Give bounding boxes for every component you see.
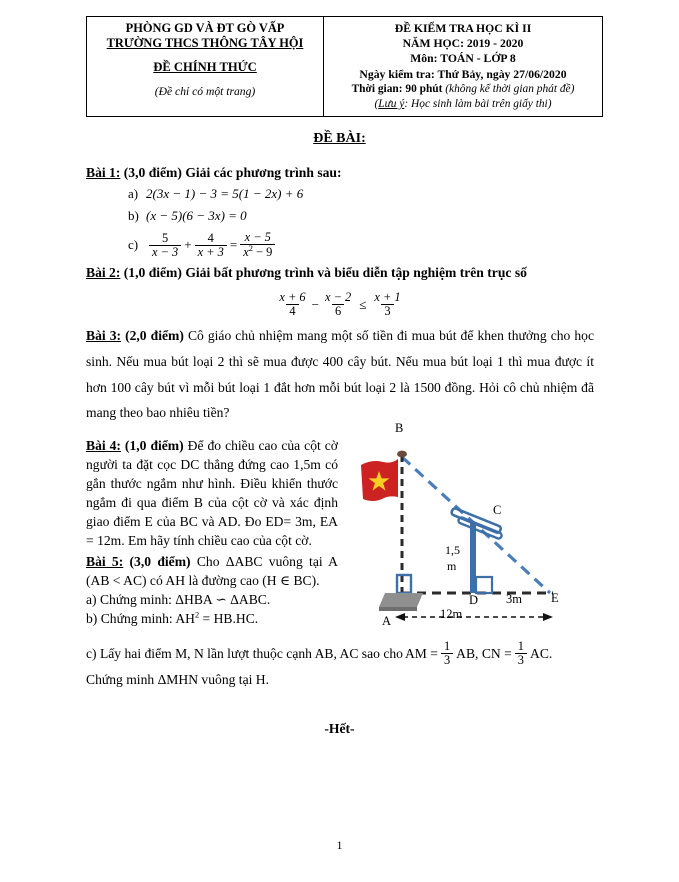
student-note-label: Lưu ý [378, 97, 405, 110]
question-5-intro [86, 552, 338, 590]
figure-label-E: E [551, 591, 559, 605]
part-b-prefix: b) Chứng minh: AH [86, 611, 195, 627]
single-page-note: (Đề chỉ có một trang) [154, 85, 256, 99]
fraction-denominator: x − 3 [149, 245, 181, 259]
school-year: NĂM HỌC: 2019 - 2020 [402, 37, 524, 51]
exam-date-value: Thứ Bảy, ngày 27/06/2020 [437, 67, 567, 81]
fraction-one-third-ab [441, 640, 453, 667]
school-name: TRƯỜNG THCS THÔNG TÂY HỘI [106, 36, 304, 51]
question-4 [86, 436, 338, 628]
part-c-conclusion: Chứng minh ΔMHN vuông tại H. [86, 672, 270, 688]
fraction-numerator: 1 [517, 639, 524, 653]
figure-label-height-unit: m [447, 559, 457, 573]
fraction-numerator: 1 [443, 639, 451, 653]
fraction-denominator: 3 [441, 653, 453, 667]
question-2-label: Bài 2: [86, 265, 121, 280]
question-1-equations [128, 185, 506, 259]
arrow-right-icon [543, 613, 553, 621]
question-2-inequality [86, 291, 594, 318]
flagpole-measurement-diagram [345, 421, 590, 635]
fraction-denominator: 6 [332, 304, 344, 318]
official-exam-label: ĐỀ CHÍNH THỨC [153, 60, 257, 75]
part-c-statement [86, 640, 594, 667]
student-note: (Lưu ý: Học sinh làm bài trên giấy thi) [374, 97, 552, 110]
fraction-numerator: x + 6 [279, 290, 306, 305]
equation-b-label: b) [128, 207, 139, 223]
fraction-numerator: 4 [207, 230, 214, 245]
fraction-one-third-ac [515, 640, 527, 667]
equation-b [128, 207, 506, 225]
denominator-variable: x [243, 245, 249, 260]
fraction-x-plus-6-over-4 [276, 291, 308, 318]
right-angle-marker-d [476, 577, 492, 593]
equation-c [128, 231, 506, 259]
question-1 [86, 163, 506, 259]
fraction-numerator: x − 2 [324, 290, 352, 305]
part-c-am: AM = [404, 645, 438, 661]
equation-a-label: a) [128, 186, 139, 202]
question-5-part-b [86, 609, 338, 628]
equation-a-body: 2(3x − 1) − 3 = 5(1 − 2x) + 6 [146, 186, 304, 202]
question-4-label: Bài 4: [86, 438, 121, 453]
exam-duration [326, 82, 600, 97]
arrow-left-icon [395, 613, 405, 621]
fraction-x-minus-5-over-x-squared-minus-9 [240, 231, 275, 259]
exam-date [326, 67, 600, 82]
fraction-x-minus-2-over-6 [322, 291, 354, 318]
fraction-x-plus-1-over-3 [371, 291, 403, 318]
fraction-denominator: x + 3 [195, 245, 227, 259]
figure-label-12m: 12m [440, 607, 463, 621]
plus-operator: + [184, 237, 192, 253]
equals-operator: = [229, 237, 238, 253]
duration-label: Thời gian: [351, 82, 406, 95]
header-left-cell [87, 17, 324, 117]
fraction-denominator: 4 [286, 304, 298, 318]
question-1-label: Bài 1: [86, 165, 121, 180]
exam-date-label: Ngày kiểm tra: [359, 67, 438, 81]
question-2-prompt: Giải bất phương trình và biểu diễn tập nghiệm trên trục số [185, 265, 527, 280]
part-c-prefix: c) Lấy hai điểm M, N lần lượt thuộc cạnh AB, AC sao cho [86, 645, 403, 661]
equation-b-body: (x − 5)(6 − 3x) = 0 [146, 207, 247, 223]
fraction-numerator: 5 [162, 230, 169, 245]
part-c-ab: AB, CN = [456, 645, 512, 661]
denominator-exponent: 2 [248, 244, 253, 254]
question-3-points: (2,0 điểm) [121, 328, 188, 343]
figure-label-A: A [382, 614, 392, 628]
question-1-points: (3,0 điểm) [120, 165, 186, 180]
part-b-exponent: 2 [194, 610, 200, 620]
fraction-numerator: x − 5 [244, 230, 271, 245]
end-mark: -Hết- [324, 721, 355, 736]
flagpole-base-shadow [379, 607, 417, 611]
part-b-suffix: = HB.HC. [199, 611, 259, 627]
figure-label-C: C [493, 503, 502, 517]
figure-label-3m: 3m [506, 592, 522, 606]
fraction-denominator: 3 [381, 304, 393, 318]
exam-header-table [86, 16, 603, 117]
question-5-part-c [86, 640, 594, 692]
exam-title: ĐỀ KIỂM TRA HỌC KÌ II [394, 22, 532, 35]
fraction-denominator [240, 244, 275, 259]
question-2-heading [86, 263, 594, 282]
minus-operator: − [311, 296, 319, 312]
less-than-or-equal-operator: ≤ [359, 296, 367, 312]
fraction-denominator: 3 [515, 653, 527, 667]
pole-tip-icon [397, 451, 407, 458]
question-5-intro-text: Cho ΔABC vuông tại A (AB < AC) có AH là đường cao (H ∈ BC). [86, 554, 338, 589]
equation-a [128, 185, 506, 203]
question-1-prompt: Giải các phương trình sau: [185, 165, 342, 180]
question-2 [86, 263, 594, 318]
question-3 [86, 323, 594, 426]
fraction-numerator: x + 1 [374, 290, 401, 305]
denominator-rest: − 9 [252, 245, 273, 260]
part-c-ac: AC. [530, 645, 553, 661]
department-name: PHÒNG GD VÀ ĐT GÒ VẤP [125, 21, 285, 35]
right-angle-marker-a [397, 575, 411, 593]
question-5-label: Bài 5: [86, 554, 124, 570]
page-title: ĐỀ BÀI: [313, 131, 366, 146]
duration-value: 90 phút [405, 82, 446, 95]
fraction-5-over-x-minus-3 [149, 232, 181, 259]
equation-c-label: c) [128, 237, 139, 253]
question-4-points: (1,0 điểm) [120, 438, 188, 453]
question-5-points: (3,0 điểm) [123, 554, 197, 570]
page-number: 1 [336, 838, 343, 852]
header-right-cell [324, 17, 603, 117]
question-5-part-a: a) Chứng minh: ΔHBA ∽ ΔABC. [86, 592, 271, 608]
flagpole-base-stand [379, 593, 423, 607]
question-3-text: Cô giáo chủ nhiệm mang một số tiền đi mua bút để khen thưởng cho học sinh. Nếu mua bút loại 2 thì sẽ mua được 400 cây bút. Nếu mua bút loại 1 thì mua được ít hơn 100 cây bút vì mỗi bút loại 1 đắt hơn mỗi bút loại 2 là 1500 đồng. Hỏi cô chủ nhiệm đã mang theo bao nhiêu tiền? [86, 328, 595, 421]
question-2-points: (1,0 điểm) [120, 265, 186, 280]
question-3-label: Bài 3: [86, 328, 122, 343]
subject-grade: Môn: TOÁN - LỚP 8 [410, 52, 516, 66]
figure-label-height-value: 1,5 [445, 543, 460, 557]
fraction-4-over-x-plus-3 [195, 232, 227, 259]
question-4-body [86, 436, 338, 550]
duration-note: (không kể thời gian phát đề) [445, 82, 575, 95]
figure-label-B: B [395, 421, 404, 435]
question-1-heading [86, 163, 506, 182]
question-4-text: Để đo chiều cao của cột cờ người ta đặt cọc DC thẳng đứng cao 1,5m có gắn thước ngắm như hình. Điều khiển thước ngắm đi qua điểm B của cột cờ và xác định giao điểm E của BC và AD. Đo ED= 3m, EA = 12m. Em hãy tính chiều cao của cột cờ. [86, 438, 338, 549]
student-note-rest: : Học sinh làm bài trên giấy thi) [404, 97, 552, 110]
figure-label-D: D [469, 593, 479, 607]
